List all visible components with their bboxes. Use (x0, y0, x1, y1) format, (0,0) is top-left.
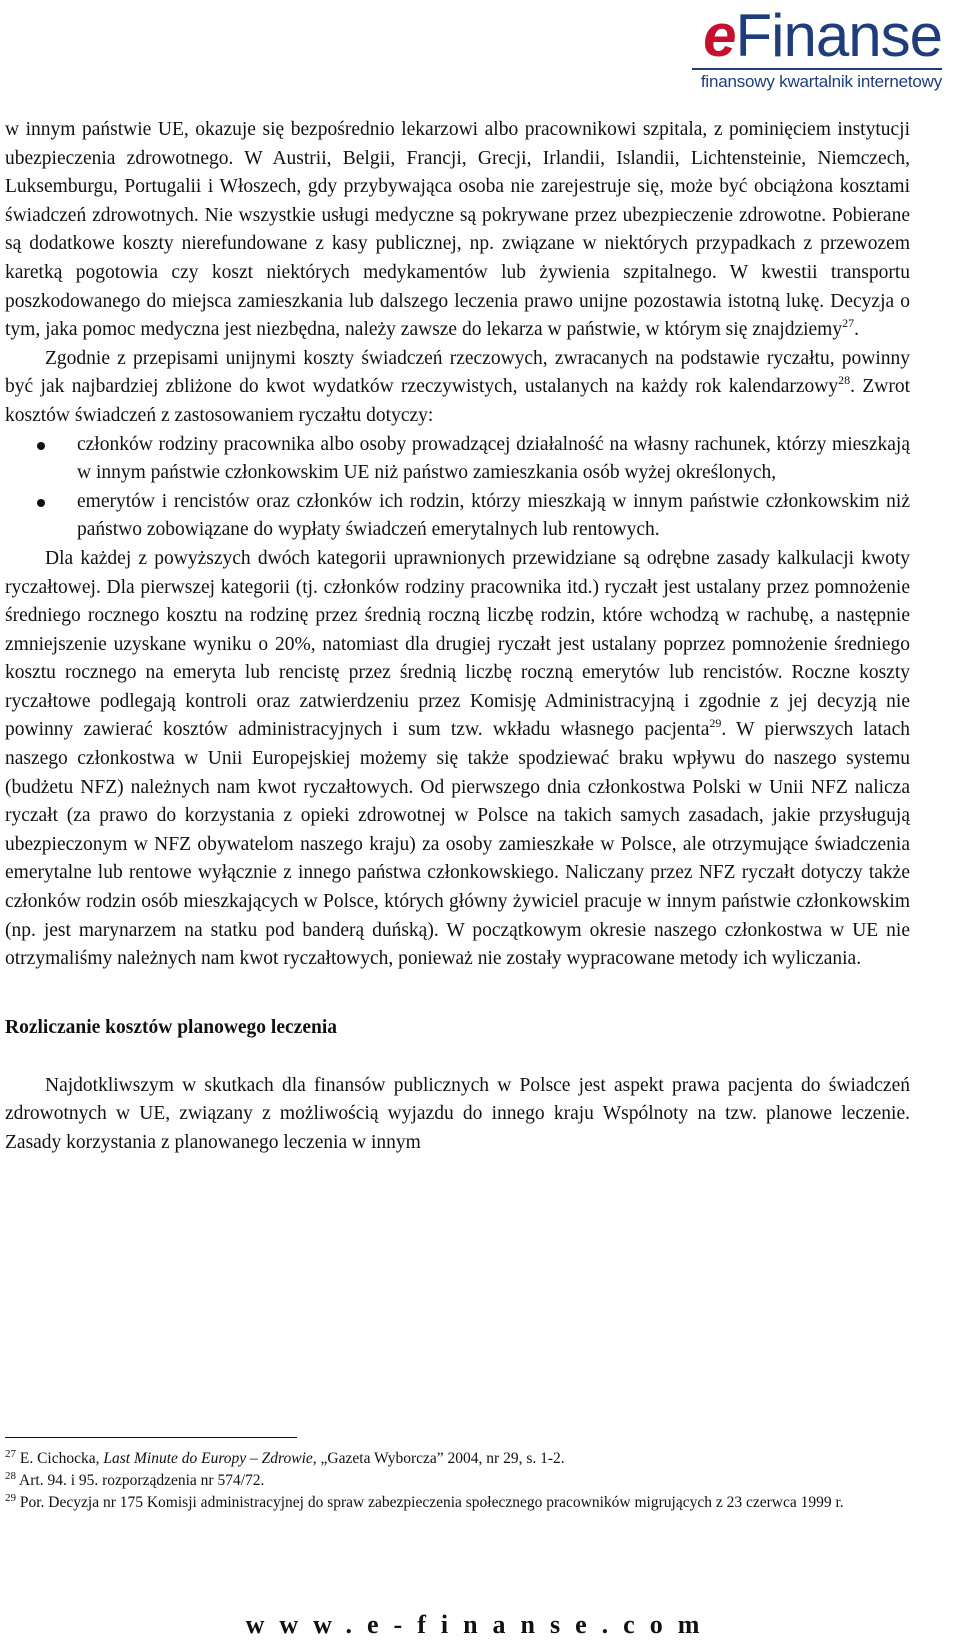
paragraph-2 (5, 345, 910, 431)
paragraph-3-end: . W pierwszych latach naszego członkostwa w Unii Europejskiej możemy się także spodziewać braku wpływu do naszego systemu (budżetu NFZ) należnych nam kwot ryczałtowych. Od pierwszego dnia członkostwa Polski w Unii NFZ nalicza ryczałt (za prawo do korzystania z opieki zdrowotnej w Polsce na takich samych zasadach, jakie przysługują ubezpieczonym w NFZ obywatelom naszego kraju) za osoby zamieszkałe w Polsce, ale otrzymujące świadczenia emerytalne lub rentowe wyłącznie z innego państwa członkowskiego. Naliczany przez NFZ ryczałt dotyczy także członków rodzin osób mieszkających w Polsce, których główny żywiciel pracuje w innym państwie członkowskim (np. jest marynarzem na statku pod banderą duńską). W początkowym okresie naszego członkostwa w UE nie otrzymaliśmy należnych nam kwot ryczałtowych, ponieważ nie zostały wypracowane metody ich wyliczania. (5, 719, 910, 970)
footnote-divider (5, 1437, 297, 1438)
footnotes (5, 1437, 910, 1514)
paragraph-1-text: w innym państwie UE, okazuje się bezpośrednio lekarzowi albo pracownikowi szpitala, z pominięciem instytucji ubezpieczenia zdrowotnego. W Austrii, Belgii, Francji, Grecji, Irlandii, Islandii, Lichtensteinie, Niemczech, Luksemburgu, Portugalii i Włoszech, gdy przybywająca osoba nie zarejestruje się, może być obciążona kosztami świadczeń zdrowotnych. Nie wszystkie usługi medyczne są pokrywane przez ubezpieczenie zdrowotne. Pobierane są dodatkowe koszty nierefundowane z kasy publicznej, np. związane w niektórych przypadkach z przewozem karetką pogotowia czy koszt niektórych medykamentów lub żywienia szpitalnego. W kwestii transportu poszkodowanego do miejsca zamieszkania lub dalszego leczenia prawo unijne pozostawia istotną lukę. Decyzja o tym, jaka pomoc medyczna jest niezbędna, należy zawsze do lekarza w państwie, w którym się znajdziemy (5, 119, 910, 341)
footnote-number: 29 (5, 1492, 16, 1504)
bullet-text: członków rodziny pracownika albo osoby prowadzącej działalność na własny rachunek, którzy mieszkają w innym państwie członkowskim UE niż państwo zamieszkania osób wyżej określonych, (77, 433, 910, 484)
paragraph-2-text: Zgodnie z przepisami unijnymi koszty świadczeń rzeczowych, zwracanych na podstawie ryczałtu, powinny być jak najbardziej zbliżone do kwot wydatków rzeczywistych, ustalanych na każdy rok kalendarzowy (5, 347, 910, 398)
footer-url[interactable]: www.e-finanse.com (245, 1610, 715, 1639)
bullet-item (5, 488, 910, 545)
footnote-text: Por. Decyzja nr 175 Komisji administracyjnej do spraw zabezpieczenia społecznego pracowników migrujących z 23 czerwca 1999 r. (19, 1494, 844, 1511)
article-body (5, 116, 910, 1158)
logo-e-letter: e (703, 2, 736, 69)
footnote-author: E. Cichocka, (19, 1450, 104, 1467)
footnote-number: 27 (5, 1448, 16, 1460)
footnote-27 (5, 1448, 910, 1470)
footnote-28 (5, 1470, 910, 1492)
paragraph-2-end: . Zwrot kosztów świadczeń z zastosowaniem ryczałtu dotyczy: (5, 376, 911, 426)
footnote-29 (5, 1492, 910, 1514)
footnote-ref-27[interactable]: 27 (842, 316, 855, 331)
footnote-text: Art. 94. i 95. rozporządzenia nr 574/72. (19, 1472, 265, 1489)
footnote-number: 28 (5, 1470, 16, 1482)
paragraph-4: Najdotkliwszym w skutkach dla finansów publicznych w Polsce jest aspekt prawa pacjenta do świadczeń zdrowotnych w UE, związany z możliwością wyjazdu do innego kraju Wspólnoty na tzw. planowe leczenie. Zasady korzystania z planowanego leczenia w innym (5, 1074, 910, 1153)
bullet-item (5, 431, 910, 488)
paragraph-3-text: Dla każdej z powyższych dwóch kategorii uprawnionych przewidziane są odrębne zasady kalkulacji kwoty ryczałtowej. Dla pierwszej kategorii (tj. członków rodziny pracownika itd.) ryczałt jest ustalany przez pomnożenie średniego rocznego kosztu na rodzinę przez średnią roczną liczbę rodzin, które wchodzą w rachubę, a następnie zmniejszenie uzyskane wyniku o 20%, natomiast dla drugiej ryczałt jest ustalany poprzez pomnożenie średniego kosztu rocznego na emeryta lub rencistę przez średnią liczbę roczną emerytów lub rencistów. Roczne koszty ryczałtowe podlegają kontroli oraz zatwierdzeniu przez Komisję Administracyjną i zgodnie z jej decyzją nie powinny zawierać kosztów administracyjnych i sum tzw. wkładu własnego pacjenta (5, 547, 910, 741)
footnote-ref-28[interactable]: 28 (838, 373, 851, 388)
paragraph-1-end: . (854, 319, 859, 341)
footnote-ref-29[interactable]: 29 (709, 716, 722, 731)
logo-finanse-text: Finanse (735, 2, 942, 69)
bullet-icon (37, 499, 45, 507)
bullet-list (5, 431, 910, 545)
logo-wordmark (692, 2, 942, 69)
bullet-icon (37, 442, 45, 450)
paragraph-1 (5, 116, 910, 345)
bullet-text: emerytów i rencistów oraz członków ich rodzin, którzy mieszkają w innym państwie członkowskim niż państwo zobowiązane do wypłaty świadczeń emerytalnych lub rentowych. (77, 490, 910, 541)
section-heading: Rozliczanie kosztów planowego leczenia (5, 1016, 337, 1038)
logo-subtitle: finansowy kwartalnik internetowy (692, 68, 942, 92)
footnote-source: , „Gazeta Wyborcza” 2004, nr 29, s. 1-2. (312, 1450, 565, 1467)
efinanse-logo (692, 2, 942, 92)
paragraph-3 (5, 545, 910, 974)
footnote-title: Last Minute do Europy – Zdrowie (103, 1450, 313, 1467)
